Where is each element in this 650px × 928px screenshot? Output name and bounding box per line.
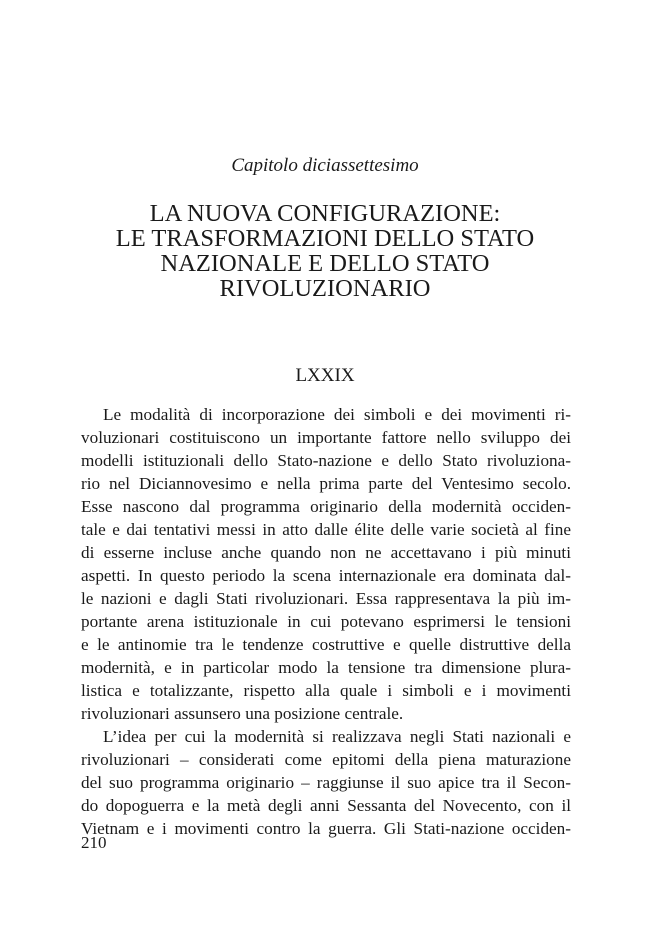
text-line: del suo programma originario – raggiunse il suo apice tra il Secon- xyxy=(81,773,571,792)
text-line: di esserne incluse anche quando non ne accettavano i più minuti xyxy=(81,543,571,562)
text-line: tale e dai tentativi messi in atto dalle élite delle varie società al fine xyxy=(81,520,571,539)
text-line: Vietnam e i movimenti contro la guerra. Gli Stati-nazione occiden- xyxy=(81,819,571,838)
text-line: rivoluzionari – considerati come epitomi della piena maturazione xyxy=(81,750,571,769)
chapter-title-line: NAZIONALE E DELLO STATO xyxy=(160,250,490,277)
chapter-title-line: LE TRASFORMAZIONI DELLO STATO xyxy=(115,225,535,252)
section-number: LXXIX xyxy=(295,365,355,386)
page-number: 210 xyxy=(81,833,107,852)
chapter-label: Capitolo diciassettesimo xyxy=(231,155,419,176)
text-line: modernità, e in particolar modo la tensione tra dimensione plura- xyxy=(81,658,571,677)
text-line: voluzionari costituiscono un importante fattore nello sviluppo dei xyxy=(81,428,571,447)
chapter-title-line: LA NUOVA CONFIGURAZIONE: xyxy=(149,200,501,227)
text-line: L’idea per cui la modernità si realizzava negli Stati nazionali e xyxy=(103,727,571,746)
text-line: aspetti. In questo periodo la scena internazionale era dominata dal- xyxy=(81,566,571,585)
text-line: listica e totalizzante, rispetto alla quale i simboli e i movimenti xyxy=(81,681,571,700)
text-line: do dopoguerra e la metà degli anni Sessanta del Novecento, con il xyxy=(81,796,571,815)
text-line: Le modalità di incorporazione dei simboli e dei movimenti ri- xyxy=(103,405,571,424)
text-line: Esse nascono dal programma originario della modernità occiden- xyxy=(81,497,571,516)
text-line: portante arena istituzionale in cui potevano esprimersi le tensioni xyxy=(81,612,571,631)
chapter-title-line: RIVOLUZIONARIO xyxy=(219,275,431,302)
body-text xyxy=(81,403,571,840)
text-line: rivoluzionari assunsero una posizione centrale. xyxy=(81,704,404,723)
chapter-title xyxy=(60,201,590,301)
text-line: le nazioni e dagli Stati rivoluzionari. Essa rappresentava la più im- xyxy=(81,589,571,608)
text-line: e le antinomie tra le tendenze costruttive e quelle distruttive della xyxy=(81,635,571,654)
text-line: rio nel Diciannovesimo e nella prima parte del Ventesimo secolo. xyxy=(81,474,571,493)
text-line: modelli istituzionali dello Stato-nazione e dello Stato rivoluziona- xyxy=(81,451,571,470)
